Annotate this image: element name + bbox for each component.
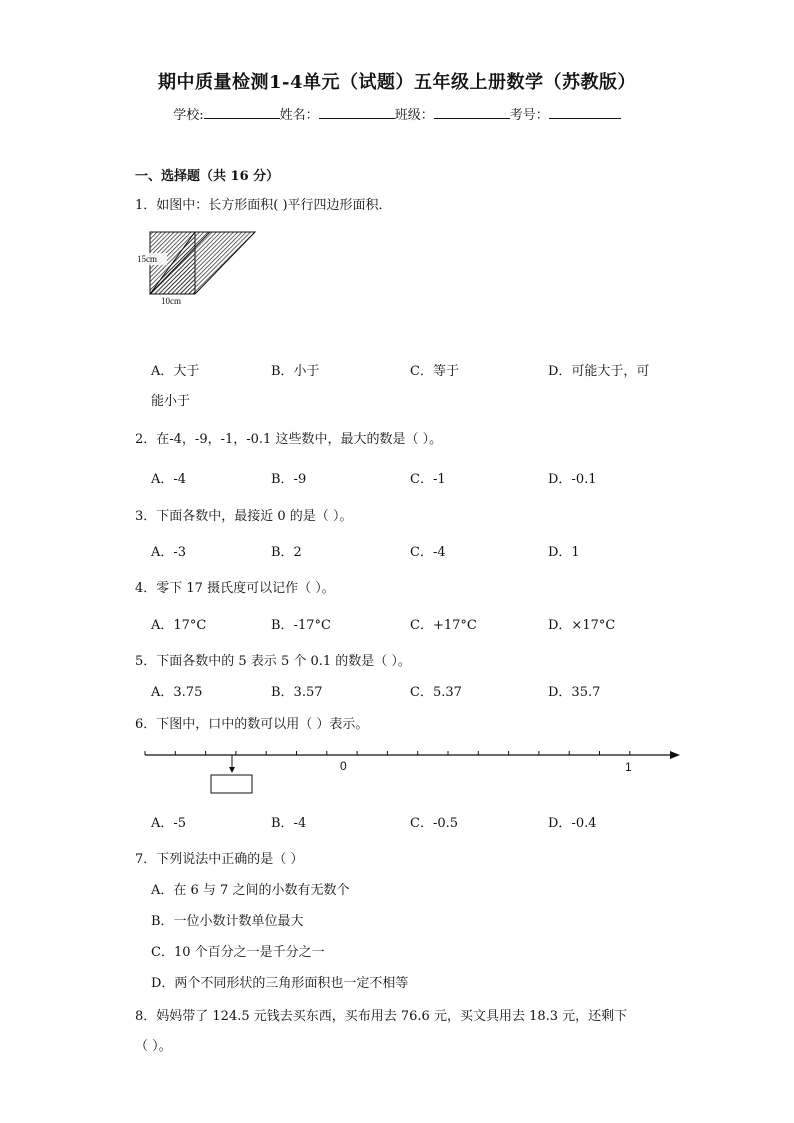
question-2-stem: 2．在-4，-9，-1，-0.1 这些数中，最大的数是（ ）。 — [135, 432, 443, 447]
question-8-stem-wrap: （ ）。 — [135, 1039, 172, 1054]
student-info-line — [0, 104, 794, 123]
number-blank[interactable] — [549, 106, 621, 119]
option-6a[interactable]: A．-5 — [151, 816, 187, 831]
option-2d[interactable]: D．-0.1 — [548, 472, 597, 487]
option-2b[interactable]: B．-9 — [271, 472, 307, 487]
number-line — [140, 740, 685, 800]
section-heading: 一、选择题（共 16 分） — [135, 169, 280, 184]
option-1a[interactable]: A．大于 — [151, 364, 200, 379]
option-7d[interactable]: D．两个不同形状的三角形面积也一定不相等 — [151, 976, 409, 991]
arrow-down-icon — [229, 767, 235, 773]
question-1-figure — [135, 224, 265, 318]
option-5a[interactable]: A．3.75 — [151, 685, 203, 700]
option-2c[interactable]: C．-1 — [410, 472, 446, 487]
option-4b[interactable]: B．-17°C — [271, 618, 331, 633]
option-6b[interactable]: B．-4 — [271, 816, 307, 831]
class-blank[interactable] — [434, 106, 510, 119]
question-1-stem: 1．如图中：长方形面积( )平行四边形面积． — [135, 198, 392, 213]
option-3c[interactable]: C．-4 — [410, 545, 446, 560]
option-3b[interactable]: B．2 — [271, 545, 302, 560]
question-8-stem: 8．妈妈带了 124.5 元钱去买东西，买布用去 76.6 元，买文具用去 18.3 元，还剩下 — [135, 1009, 628, 1024]
option-7c[interactable]: C．10 个百分之一是千分之一 — [151, 945, 325, 960]
option-7b[interactable]: B．一位小数计数单位最大 — [151, 914, 304, 929]
option-5d[interactable]: D．35.7 — [548, 685, 601, 700]
option-6d[interactable]: D．-0.4 — [548, 816, 597, 831]
name-blank[interactable] — [319, 106, 395, 119]
page-title: 期中质量检测1-4单元（试题）五年级上册数学（苏教版） — [157, 72, 637, 93]
school-label: 学校: — [173, 108, 204, 123]
question-5-stem: 5．下面各数中的 5 表示 5 个 0.1 的数是（ ）。 — [135, 654, 411, 669]
option-6c[interactable]: C．-0.5 — [410, 816, 459, 831]
number-label: 考号： — [509, 108, 549, 123]
label-zero: 0 — [340, 759, 347, 773]
school-blank[interactable] — [204, 106, 280, 119]
rectangle-parallelogram-diagram — [135, 224, 265, 314]
option-4c[interactable]: C．+17°C — [410, 618, 477, 633]
option-7a[interactable]: A．在 6 与 7 之间的小数有无数个 — [151, 883, 350, 898]
question-4-stem: 4．零下 17 摄氏度可以记作（ ）。 — [135, 581, 335, 596]
option-3a[interactable]: A．-3 — [151, 545, 187, 560]
option-5c[interactable]: C．5.37 — [410, 685, 462, 700]
option-5b[interactable]: B．3.57 — [271, 685, 323, 700]
question-7-stem: 7．下列说法中正确的是（ ） — [135, 852, 304, 867]
question-3-stem: 3．下面各数中，最接近 0 的是（ ）。 — [135, 509, 353, 524]
option-3d[interactable]: D．1 — [548, 545, 580, 560]
option-1c[interactable]: C．等于 — [410, 364, 459, 379]
width-label: 10cm — [161, 296, 181, 306]
name-label: 姓名： — [279, 108, 319, 123]
answer-box — [211, 775, 252, 793]
height-label: 15cm — [137, 254, 157, 264]
option-4a[interactable]: A．17°C — [151, 618, 207, 633]
option-1b[interactable]: B．小于 — [271, 364, 320, 379]
option-1d-wrap: 能小于 — [151, 394, 191, 409]
option-1d[interactable]: D．可能大于，可 — [548, 364, 650, 379]
class-label: 班级： — [394, 108, 434, 123]
option-2a[interactable]: A．-4 — [151, 472, 187, 487]
arrow-right-icon — [670, 751, 680, 759]
label-one: 1 — [625, 760, 632, 774]
number-line-figure — [140, 740, 685, 804]
question-6-stem: 6．下图中，口中的数可以用（ ）表示。 — [135, 717, 369, 732]
option-4d[interactable]: D．×17°C — [548, 618, 616, 633]
